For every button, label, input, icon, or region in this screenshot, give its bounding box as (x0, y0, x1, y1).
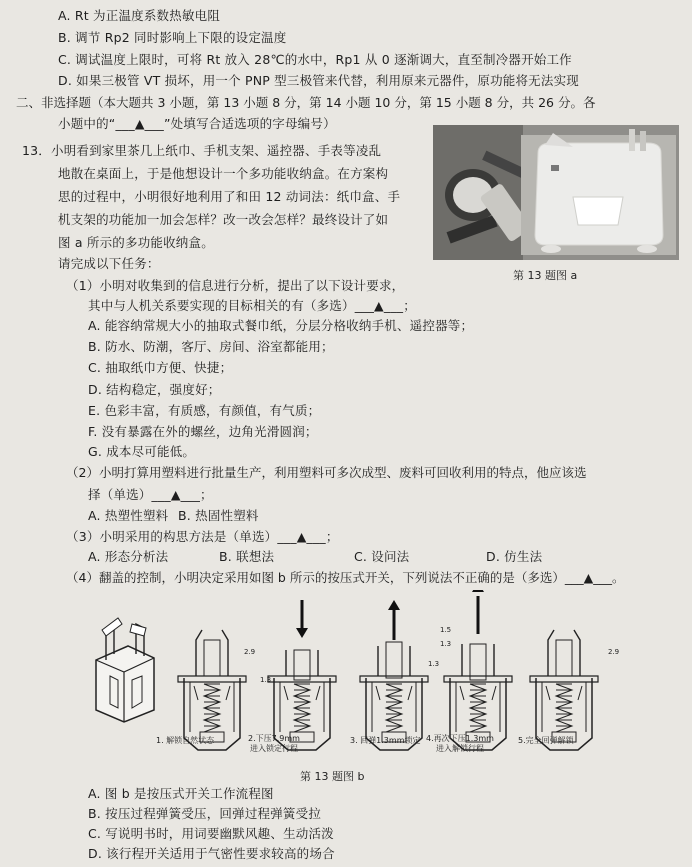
step-caption-5: 5.完全回弹解锁 (518, 736, 574, 745)
step-caption-3: 3. 回弹1.3mm锁定 (350, 736, 421, 745)
switch-step-5 (530, 630, 598, 750)
q4-option-c: C. 写说明书时，用词要幽默风趣、生动活泼 (88, 826, 334, 841)
dim-label-2: 1.3 (260, 676, 272, 684)
switch-step-3 (360, 600, 428, 750)
q1-option-c: C. 抽取纸巾方便、快捷； (88, 360, 233, 375)
figure-b-diagram (88, 590, 668, 765)
q2-stem-line1: （2）小明打算用塑料进行批量生产，利用塑料可多次成型、废料可回收利用的特点，他应该选 (66, 465, 587, 480)
q2-stem-line2: 择（单选）___▲___； (88, 487, 213, 502)
q2-option-a: A. 热塑性塑料 (88, 508, 169, 523)
figure-b-caption: 第 13 题图 b (300, 770, 365, 783)
q2-option-b: B. 热固性塑料 (178, 508, 259, 523)
switch-3d-view (96, 618, 154, 722)
q1-option-a: A. 能容纳常规大小的抽取式餐巾纸，分层分格收纳手机、遥控器等； (88, 318, 474, 333)
section-header-note: 小题中的“___▲___”处填写合适选项的字母编号） (58, 116, 336, 131)
q13-intro-line2: 地散在桌面上，于是他想设计一个多功能收纳盒。在方案构 (58, 166, 389, 181)
figure-a-caption: 第 13 题图 a (513, 269, 578, 282)
prev-option-a: A. Rt 为正温度系数热敏电阻 (58, 8, 221, 23)
q1-stem-line2: 其中与人机关系要实现的目标相关的有（多选）___▲___； (88, 298, 416, 313)
dim-label-5: 1.3 (428, 660, 440, 668)
q3-option-d: D. 仿生法 (486, 549, 543, 564)
figure-a-photo (433, 125, 679, 260)
dim-label-4: 1.3 (440, 640, 452, 648)
q1-option-e: E. 色彩丰富，有质感，有颜值，有气质； (88, 403, 321, 418)
dim-label-6: 2.9 (608, 648, 620, 656)
organizer-box-image (433, 125, 679, 260)
q3-option-a: A. 形态分析法 (88, 549, 169, 564)
q13-intro-line3: 思的过程中，小明很好地利用了和田 12 动词法：纸巾盒、手 (58, 189, 401, 204)
q1-option-b: B. 防水、防潮，客厅、房间、浴室都能用； (88, 339, 334, 354)
switch-step-2 (268, 600, 336, 750)
q13-intro-line1: 13．小明看到家里茶几上纸巾、手机支架、遥控器、手表等凌乱 (22, 143, 382, 158)
q4-option-d: D. 该行程开关适用于气密性要求较高的场合 (88, 846, 335, 861)
q1-option-f: F. 没有暴露在外的螺丝，边角光滑圆润； (88, 424, 318, 439)
q3-option-c: C. 设问法 (354, 549, 410, 564)
prev-option-d: D. 如果三极管 VT 损坏，用一个 PNP 型三极管来代替，利用原来元器件，原功能将无法实现 (58, 73, 579, 88)
step-caption-2: 2.下压7.9mm 进入锁定行程 (248, 734, 300, 753)
switch-step-1 (178, 630, 246, 750)
prev-option-c: C. 调试温度上限时，可将 Rt 放入 28℃的水中，Rp1 从 0 逐渐调大，直至制冷器开始工作 (58, 52, 572, 67)
q13-intro-line5: 图 a 所示的多功能收纳盒。 (58, 235, 214, 250)
section-header: 二、非选择题（本大题共 3 小题，第 13 小题 8 分，第 14 小题 10 分，第 15 小题 8 分，共 26 分。各 (16, 95, 596, 110)
step-caption-1: 1. 解锁自然状态 (156, 736, 215, 745)
dim-label-1: 2.9 (244, 648, 256, 656)
q3-stem: （3）小明采用的构思方法是（单选）___▲___； (66, 529, 339, 544)
q13-task-heading: 请完成以下任务： (58, 256, 160, 271)
q13-intro-line4: 机支架的功能加一加会怎样？改一改会怎样？最终设计了如 (58, 212, 389, 227)
q3-option-b: B. 联想法 (219, 549, 275, 564)
step-caption-4: 4.再次下压1.3mm 进入解锁行程 (426, 734, 494, 753)
prev-option-b: B. 调节 Rp2 同时影响上下限的设定温度 (58, 30, 287, 45)
q4-stem: （4）翻盖的控制，小明决定采用如图 b 所示的按压式开关，下列说法不正确的是（多选）___▲___。 (66, 570, 625, 585)
q4-option-b: B. 按压过程弹簧受压，回弹过程弹簧受拉 (88, 806, 322, 821)
switch-step-4 (444, 590, 512, 750)
q1-option-d: D. 结构稳定，强度好； (88, 382, 221, 397)
q1-stem-line1: （1）小明对收集到的信息进行分析，提出了以下设计要求， (66, 278, 405, 293)
q1-option-g: G. 成本尽可能低。 (88, 444, 196, 459)
dim-label-3: 1.5 (440, 626, 452, 634)
q4-option-a: A. 图 b 是按压式开关工作流程图 (88, 786, 274, 801)
